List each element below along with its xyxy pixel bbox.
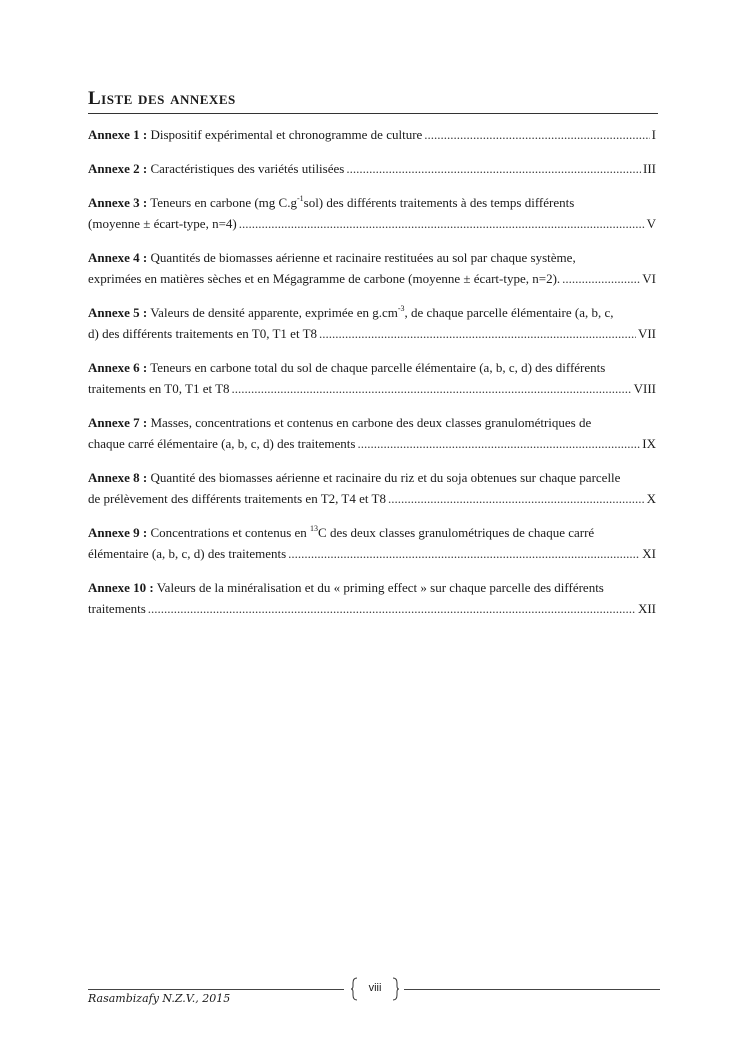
annex-entry-7[interactable]	[88, 412, 656, 454]
page-number-text: viii	[368, 982, 382, 994]
annex-page-number: XI	[642, 546, 656, 561]
dot-leader	[388, 488, 645, 509]
footer-divider-left	[88, 989, 344, 990]
annex-description: Quantité des biomasses aérienne et racinaire du riz et du soja obtenues sur chaque parcelle	[150, 470, 621, 485]
annex-label: Annexe 8 :	[88, 470, 148, 485]
annex-page-number: VIII	[633, 381, 656, 396]
annex-label: Annexe 7 :	[88, 415, 148, 430]
page-number	[350, 977, 400, 1003]
annex-label: Annexe 4 :	[88, 250, 148, 265]
annex-page-number: V	[646, 216, 656, 231]
entry-line	[88, 158, 656, 179]
dot-leader	[357, 433, 640, 454]
annex-description-cont: sol) des différents traitements à des temps différents	[303, 195, 575, 210]
entry-line	[88, 577, 656, 598]
right-brace-icon	[392, 977, 400, 1001]
entry-line	[88, 433, 656, 454]
superscript: 13	[310, 524, 319, 533]
entry-line	[88, 268, 656, 289]
entry-line	[88, 302, 656, 323]
annex-page-number: VI	[642, 271, 656, 286]
entry-line	[88, 357, 656, 378]
annex-description: Quantités de biomasses aérienne et racinaire restituées au sol par chaque système,	[150, 250, 576, 265]
entry-line	[88, 412, 656, 433]
entry-line	[88, 378, 656, 399]
dot-leader	[319, 323, 636, 344]
annex-label: Annexe 10 :	[88, 580, 154, 595]
annex-page-number: VII	[637, 326, 656, 341]
annex-description: Valeurs de la minéralisation et du « priming effect » sur chaque parcelle des différents	[156, 580, 604, 595]
dot-leader	[346, 158, 641, 179]
dot-leader	[148, 598, 636, 619]
annex-label: Annexe 6 :	[88, 360, 148, 375]
annex-entry-5[interactable]	[88, 302, 656, 344]
annex-page-number: I	[651, 127, 656, 142]
entry-line	[88, 598, 656, 619]
page-title: Liste des annexes	[88, 88, 236, 109]
annex-description-line2: de prélèvement des différents traitements en T2, T4 et T8	[88, 491, 386, 506]
annex-description: Dispositif expérimental et chronogramme de culture	[150, 127, 423, 142]
superscript: -1	[296, 194, 304, 203]
dot-leader	[424, 124, 649, 145]
footer-divider-right	[404, 989, 660, 990]
annex-list	[88, 124, 656, 632]
dot-leader	[288, 543, 640, 564]
annex-page-number: III	[643, 161, 656, 176]
annex-entry-9[interactable]	[88, 522, 656, 564]
annex-description-line2: traitements	[88, 601, 146, 616]
footer-author: Rasambizafy N.Z.V., 2015	[88, 992, 231, 1005]
entry-line	[88, 488, 656, 509]
annex-description: Caractéristiques des variétés utilisées	[150, 161, 345, 176]
annex-description-line2: (moyenne ± écart-type, n=4)	[88, 216, 237, 231]
annex-description-line2: d) des différents traitements en T0, T1 et T8	[88, 326, 318, 341]
entry-line	[88, 124, 656, 145]
annex-page-number: XII	[637, 601, 656, 616]
annex-description: Teneurs en carbone (mg C.g	[150, 195, 297, 210]
dot-leader	[562, 268, 640, 289]
annex-entry-10[interactable]	[88, 577, 656, 619]
annex-label: Annexe 2 :	[88, 161, 148, 176]
annex-description-line2: élémentaire (a, b, c, d) des traitements	[88, 546, 287, 561]
entry-line	[88, 192, 656, 213]
annex-entry-8[interactable]	[88, 467, 656, 509]
annex-description-line2: chaque carré élémentaire (a, b, c, d) des traitements	[88, 436, 356, 451]
left-brace-icon	[350, 977, 358, 1001]
dot-leader	[239, 213, 645, 234]
entry-line	[88, 543, 656, 564]
annex-page-number: X	[646, 491, 656, 506]
title-divider	[88, 113, 658, 114]
annex-entry-4[interactable]	[88, 247, 656, 289]
dot-leader	[232, 378, 632, 399]
superscript: -3	[397, 304, 405, 313]
annex-label: Annexe 3 :	[88, 195, 148, 210]
annex-description-cont: C des deux classes granulométriques de chaque carré	[318, 525, 595, 540]
entry-line	[88, 467, 656, 488]
annex-description-cont: , de chaque parcelle élémentaire (a, b, c,	[404, 305, 614, 320]
annex-page-number: IX	[642, 436, 656, 451]
annex-description-line2: traitements en T0, T1 et T8	[88, 381, 230, 396]
entry-line	[88, 247, 656, 268]
entry-line	[88, 522, 656, 543]
annex-entry-6[interactable]	[88, 357, 656, 399]
annex-description: Teneurs en carbone total du sol de chaque parcelle élémentaire (a, b, c, d) des différents	[150, 360, 606, 375]
annex-label: Annexe 5 :	[88, 305, 148, 320]
annex-entry-1[interactable]	[88, 124, 656, 145]
annex-entry-2[interactable]	[88, 158, 656, 179]
entry-line	[88, 213, 656, 234]
annex-entry-3[interactable]	[88, 192, 656, 234]
annex-label: Annexe 1 :	[88, 127, 148, 142]
annex-description: Concentrations et contenus en	[150, 525, 311, 540]
annex-description: Valeurs de densité apparente, exprimée en g.cm	[150, 305, 398, 320]
entry-line	[88, 323, 656, 344]
annex-description: Masses, concentrations et contenus en carbone des deux classes granulométriques de	[150, 415, 592, 430]
annex-description-line2: exprimées en matières sèches et en Mégagramme de carbone (moyenne ± écart-type, n=2).	[88, 271, 561, 286]
annex-label: Annexe 9 :	[88, 525, 148, 540]
